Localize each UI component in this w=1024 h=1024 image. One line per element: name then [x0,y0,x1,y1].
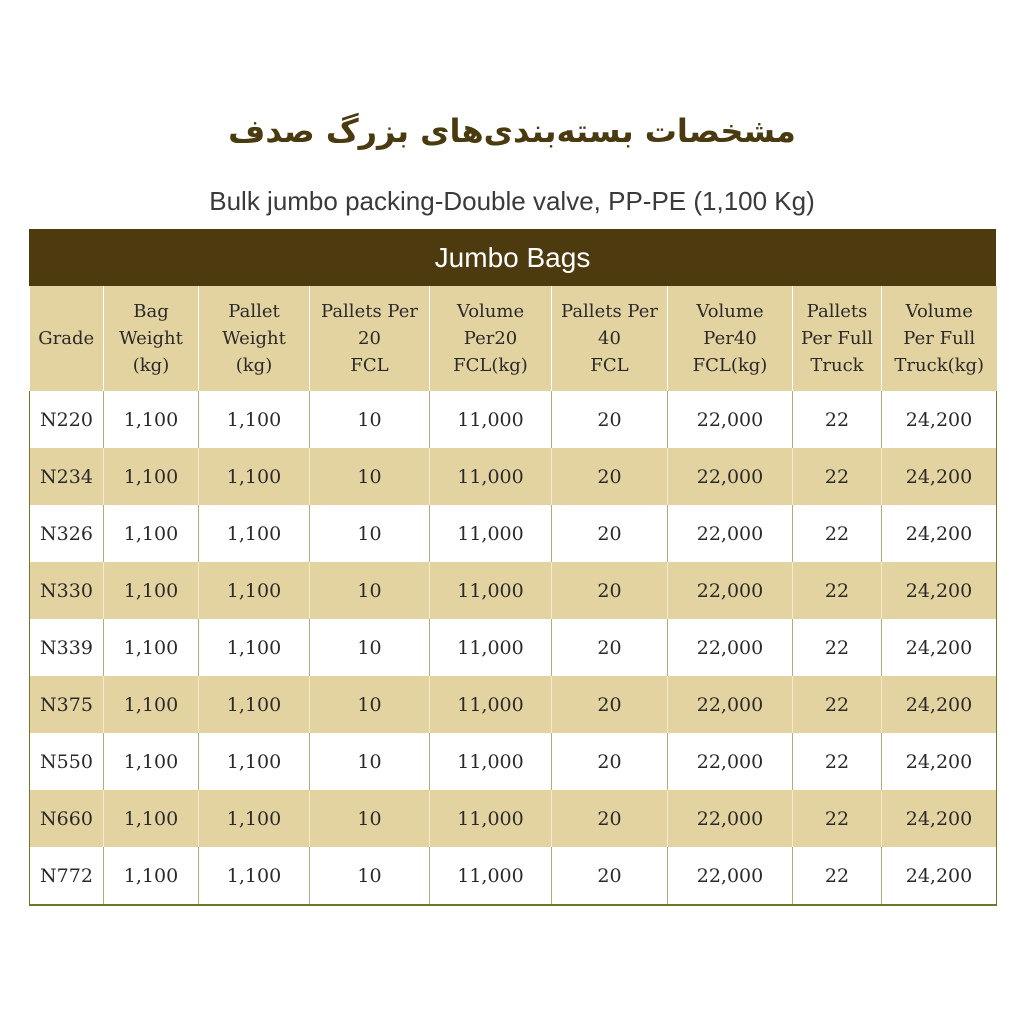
column-header-line: Pallets Per [321,301,418,322]
column-header-line: (kg) [132,355,170,376]
table-cell: 10 [310,847,430,905]
table-cell: 24,200 [882,676,997,733]
table-cell: 24,200 [882,505,997,562]
table-cell: 10 [310,790,430,847]
table-cell: 1,100 [104,790,199,847]
table-cell: 1,100 [199,790,310,847]
table-cell: 11,000 [430,505,552,562]
table-cell: 1,100 [104,676,199,733]
table-row [30,676,997,733]
table-cell: 1,100 [199,505,310,562]
column-header-line: Per Full [903,328,976,349]
table-cell: 22,000 [668,790,793,847]
column-header-line: Truck(kg) [894,355,985,376]
column-header-line: Pallet [228,301,280,322]
column-header [430,286,552,391]
table-cell: 24,200 [882,562,997,619]
jumbo-bags-table-container [29,229,996,906]
table-cell: 10 [310,448,430,505]
table-banner: Jumbo Bags [29,229,996,286]
grade-cell: N772 [30,847,104,905]
table-cell: 20 [552,448,668,505]
table-row [30,619,997,676]
table-cell: 22,000 [668,391,793,448]
table-cell: 1,100 [199,391,310,448]
column-header-line: 40 [598,328,621,349]
table-cell: 22,000 [668,847,793,905]
column-header [30,286,104,391]
grade-cell: N330 [30,562,104,619]
table-cell: 11,000 [430,790,552,847]
table-cell: 1,100 [104,847,199,905]
table-cell: 22 [793,847,882,905]
column-header [882,286,997,391]
column-header-line: Truck [810,355,864,376]
table-cell: 11,000 [430,676,552,733]
column-header-line: Volume [696,301,764,322]
table-cell: 20 [552,847,668,905]
table-cell: 1,100 [104,448,199,505]
column-header-line: Per Full [801,328,873,349]
table-row [30,847,997,905]
column-header-line: Per40 [703,328,757,349]
column-header-line: FCL [350,355,389,376]
column-header [104,286,199,391]
table-cell: 1,100 [104,562,199,619]
table-cell: 22,000 [668,733,793,790]
table-cell: 20 [552,619,668,676]
table-cell: 11,000 [430,448,552,505]
table-cell: 24,200 [882,619,997,676]
column-header-line: Volume [456,301,525,322]
table-cell: 10 [310,505,430,562]
table-cell: 24,200 [882,391,997,448]
table-cell: 10 [310,562,430,619]
grade-cell: N339 [30,619,104,676]
table-cell: 22,000 [668,505,793,562]
table-cell: 22 [793,733,882,790]
column-header-line: Weight [119,328,183,349]
column-header-line: FCL(kg) [453,355,528,376]
table-cell: 20 [552,562,668,619]
table-cell: 22 [793,391,882,448]
table-cell: 22,000 [668,562,793,619]
column-header-line: Bag [133,301,169,322]
table-cell: 22,000 [668,448,793,505]
table-cell: 22 [793,448,882,505]
column-header-line: FCL [590,355,629,376]
table-cell: 1,100 [104,505,199,562]
column-header-line: Pallets Per [561,301,658,322]
table-row [30,448,997,505]
table-cell: 11,000 [430,562,552,619]
column-header-line: 20 [358,328,381,349]
table-row [30,391,997,448]
column-header [310,286,430,391]
table-cell: 1,100 [199,676,310,733]
column-header-line: Per20 [463,328,518,349]
table-cell: 24,200 [882,790,997,847]
table-cell: 22,000 [668,619,793,676]
table-row [30,505,997,562]
table-cell: 10 [310,733,430,790]
grade-cell: N375 [30,676,104,733]
table-cell: 1,100 [199,619,310,676]
table-cell: 1,100 [199,562,310,619]
page-subtitle: Bulk jumbo packing-Double valve, PP-PE (1,100 Kg) [209,186,815,216]
table-cell: 1,100 [199,733,310,790]
grade-cell: N326 [30,505,104,562]
grade-cell: N220 [30,391,104,448]
table-cell: 20 [552,505,668,562]
column-header-line: FCL(kg) [692,355,768,376]
jumbo-bags-table [29,286,997,906]
column-header-line: Grade [38,328,95,349]
column-header-line: Pallets [806,301,868,322]
table-cell: 1,100 [199,448,310,505]
table-cell: 22 [793,676,882,733]
table-row [30,790,997,847]
table-cell: 11,000 [430,733,552,790]
grade-cell: N550 [30,733,104,790]
table-cell: 22 [793,790,882,847]
grade-cell: N234 [30,448,104,505]
table-cell: 20 [552,676,668,733]
grade-cell: N660 [30,790,104,847]
table-cell: 11,000 [430,619,552,676]
table-cell: 10 [310,619,430,676]
table-cell: 22 [793,562,882,619]
table-cell: 20 [552,391,668,448]
table-cell: 22,000 [668,676,793,733]
table-cell: 11,000 [430,847,552,905]
table-body [30,391,997,905]
table-cell: 20 [552,733,668,790]
table-cell: 1,100 [199,847,310,905]
column-header [668,286,793,391]
table-header-row [30,286,997,391]
table-cell: 1,100 [104,619,199,676]
table-cell: 24,200 [882,448,997,505]
page-title-persian: مشخصات بسته‌بندی‌های بزرگ صدف [228,112,796,150]
table-cell: 1,100 [104,733,199,790]
table-cell: 24,200 [882,847,997,905]
table-cell: 24,200 [882,733,997,790]
table-row [30,733,997,790]
column-header [793,286,882,391]
column-header [552,286,668,391]
column-header-line: Volume [905,301,973,322]
table-cell: 11,000 [430,391,552,448]
column-header-line: (kg) [235,355,273,376]
column-header-line: Weight [222,328,286,349]
table-cell: 10 [310,676,430,733]
table-row [30,562,997,619]
table-cell: 22 [793,619,882,676]
column-header [199,286,310,391]
table-cell: 1,100 [104,391,199,448]
table-cell: 20 [552,790,668,847]
table-cell: 10 [310,391,430,448]
table-cell: 22 [793,505,882,562]
